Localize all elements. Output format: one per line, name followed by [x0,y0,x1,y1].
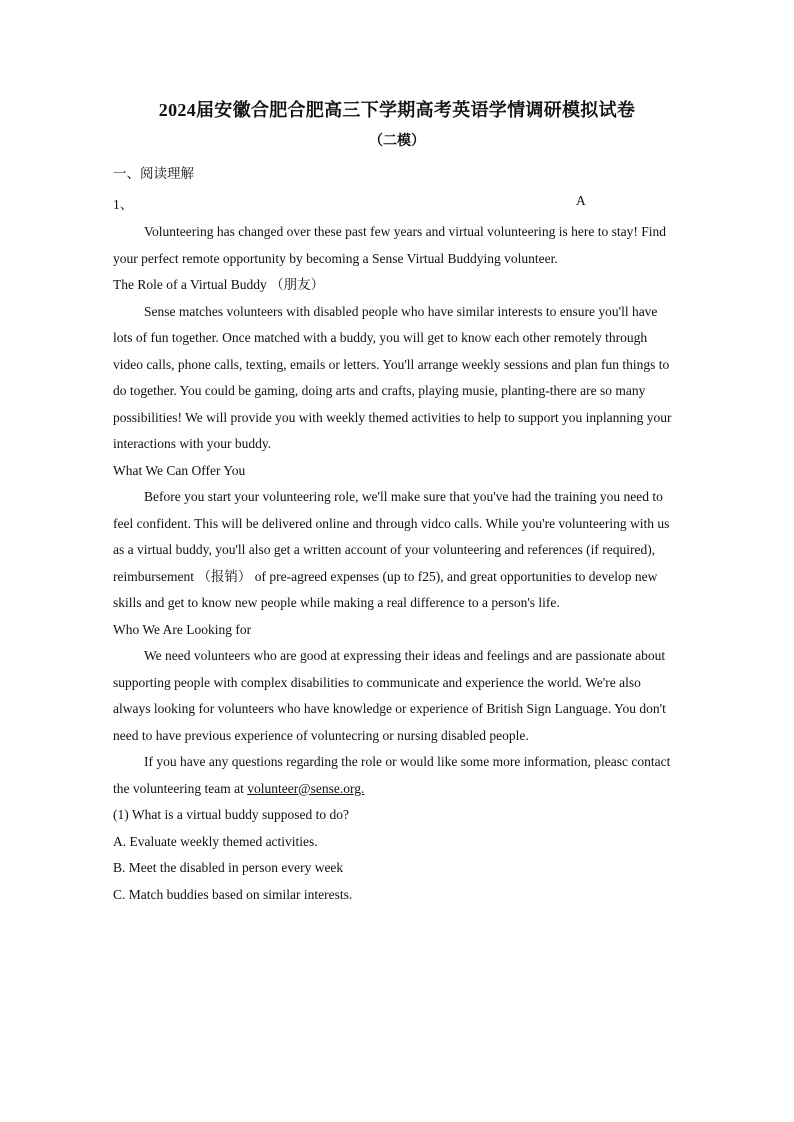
offer-paragraph [113,484,673,617]
contact-paragraph [113,749,673,802]
intro-paragraph: Volunteering has changed over these past few years and virtual volunteering is here to stay! Find your perfect remote opportunity by becoming a Sense Virtual Buddying volunteer. [113,224,666,266]
passage-letter: A [576,193,586,208]
looking-paragraph: We need volunteers who are good at expressing their ideas and feelings and are passionate about supporting people with complex disabilities to communicate and experience the world. We're also always looking for volunteers who have knowledge or experience of British Sign Language. You don't need to have previous experience of voluntecring or nursing disabled people. [113,648,666,743]
offer-text-part-2: of pre-agreed expenses (up to f25), and great opportunities to develop new skills and get to know new people while making a real difference to a person's life. [113,568,658,610]
document-subtitle: （二模） [369,134,425,149]
question-number: 1、 [113,197,134,212]
contact-text: If you have any questions regarding the role or would like some more information, pleasc contact the volunteering team at [113,754,671,796]
option-a: A. Evaluate weekly themed activities. [113,833,318,849]
section-heading: 一、阅读理解 [113,166,194,181]
contact-email-link[interactable]: volunteer@sense.org. [247,780,365,796]
heading-who-we-look-for: Who We Are Looking for [113,621,252,637]
role-paragraph: Sense matches volunteers with disabled people who have similar interests to ensure you'll have lots of fun together. Once matched with a buddy, you will get to know each other remotely through video calls, phone calls, texting, emails or letters. You'll arrange weekly sessions and plan fun things to do together. You could be gaming, doing arts and crafts, playing musie, planting-there are so many possibilities! We will provide you with weekly themed activities to help to support you inplanning your interactions with your buddy. [113,303,672,451]
option-b: B. Meet the disabled in person every week [113,860,344,875]
document-title: 2024届安徽合肥合肥高三下学期高考英语学情调研模拟试卷 [158,100,636,120]
offer-text-part-1: Before you start your volunteering role, we'll make sure that you've had the training you need to feel confident. This will be delivered online and through vidco calls. While you're volunteering with us as a virtual buddy, you'll also get a written account of your volunteering and references (if required), reimbursement [113,489,670,584]
heading-what-we-offer: What We Can Offer You [113,462,246,478]
option-c: C. Match buddies based on similar interests. [113,886,353,902]
heading-virtual-buddy-role: The Role of a Virtual Buddy （朋友） [113,277,325,292]
question-1: (1) What is a virtual buddy supposed to do? [113,807,349,822]
offer-chinese-note: （报销） [197,568,252,584]
passage-body [113,219,673,908]
